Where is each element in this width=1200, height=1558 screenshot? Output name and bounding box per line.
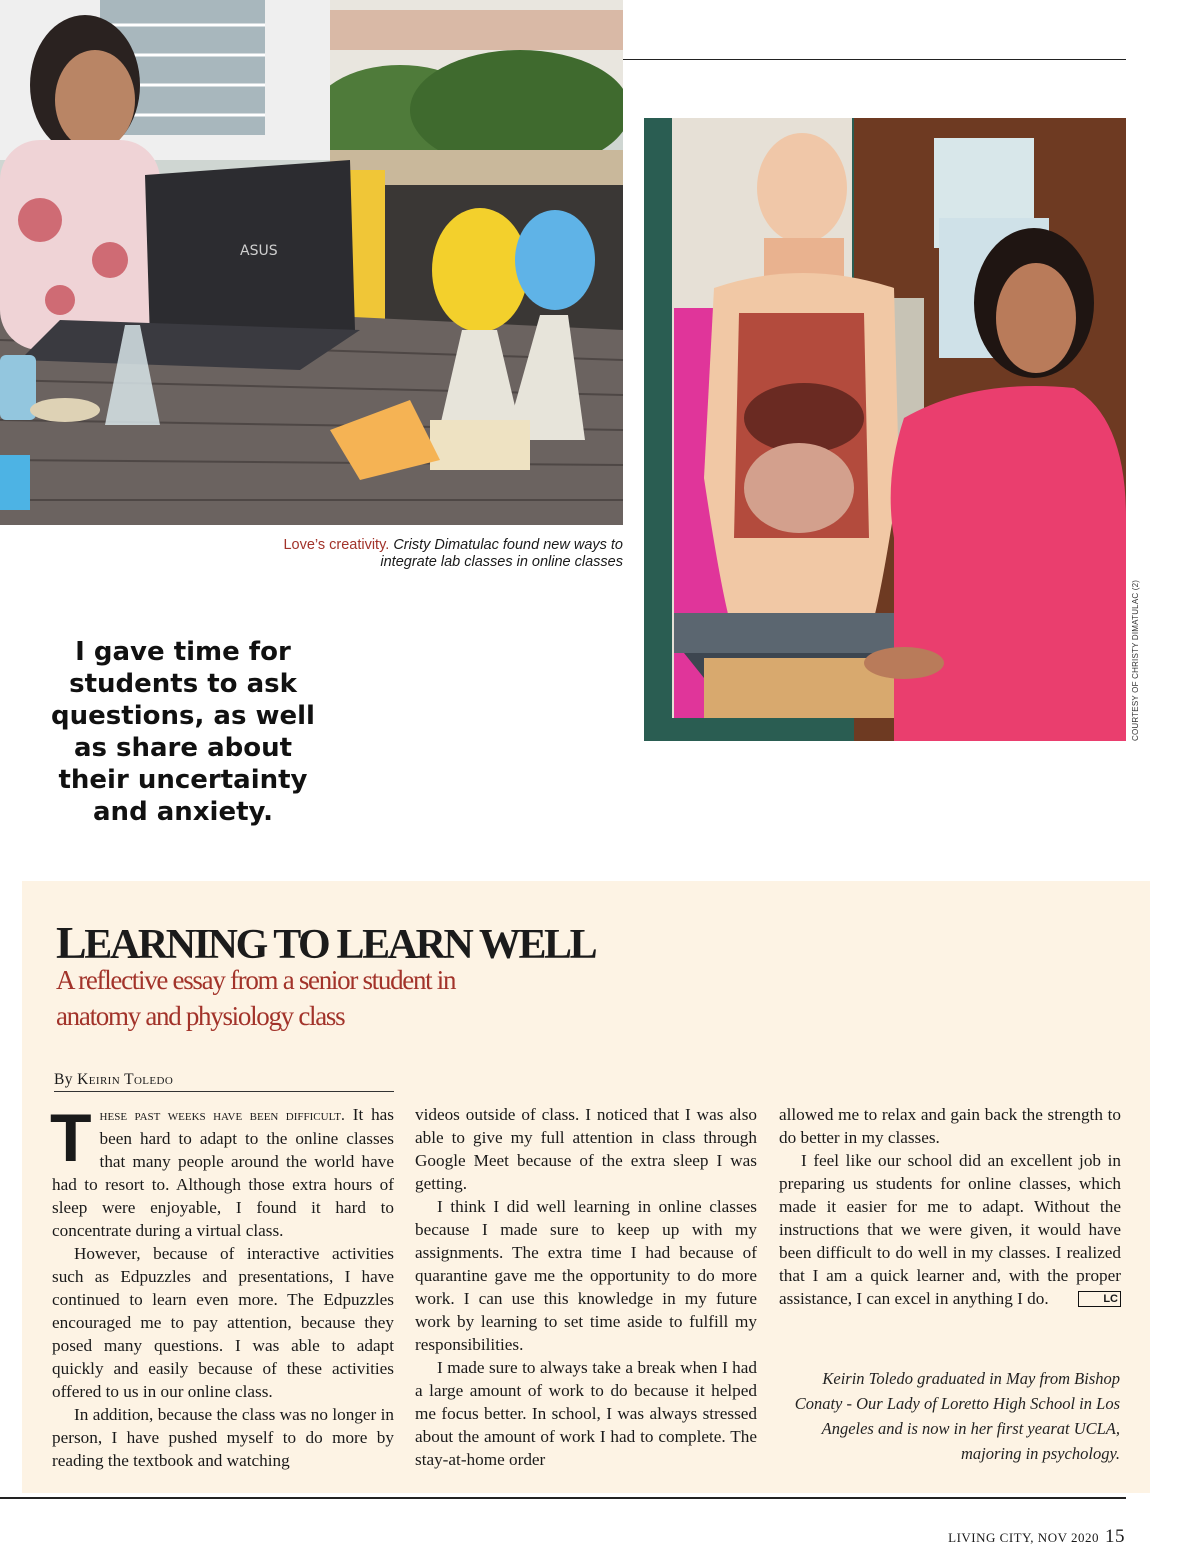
author-bio: Keirin Toledo graduated in May from Bishop Conaty - Our Lady of Loretto High School in Los Angeles and is now in her first yearat UCLA, majoring in psychology. xyxy=(794,1369,1120,1463)
title-part: EARNING xyxy=(84,922,266,968)
byline xyxy=(54,1071,394,1092)
paragraph: allowed me to relax and gain back the strength to do better in my classes. xyxy=(779,1105,1121,1147)
publication-info: LIVING CITY, NOV 2020 xyxy=(948,1530,1099,1545)
paragraph-text: I feel like our school did an excellent job in preparing us students for online classes, which made it easier for me to adapt. Without the instructions that we were given, it would have been difficult to do well in my classes. I realized that I am a quick learner and, with the proper assistance, I can excel in anything I do. xyxy=(779,1151,1121,1308)
title-part: ELL xyxy=(518,922,596,968)
text-column-3 xyxy=(779,1103,1121,1310)
paragraph-text: It has been hard to adapt to the online classes that many people around the world have had to resort to. Although those extra hours of sleep were enjoyable, I found it hard to concentrate during a virtual class. xyxy=(52,1105,394,1240)
title-part: EARN xyxy=(362,922,472,968)
page-number: 15 xyxy=(1105,1526,1125,1547)
caption-lead: Love’s creativity. xyxy=(283,537,390,553)
top-rule xyxy=(623,59,1126,60)
lead-in: hese past weeks have been difficult. xyxy=(99,1107,345,1124)
page-footer xyxy=(948,1526,1125,1548)
title-part: W xyxy=(478,922,519,968)
photo-caption xyxy=(250,537,623,571)
title-part: L xyxy=(336,922,363,968)
paragraph: However, because of interactive activities such as Edpuzzles and presentations, I have continued to learn even more. The Edpuzzles encouraged me to pay attention, because they posed many questions. I was able to adapt quickly and easily because of these activities offered to us in our online class. xyxy=(52,1244,394,1401)
paragraph: In addition, because the class was no longer in person, I have pushed myself to do more by reading the textbook and watching xyxy=(52,1405,394,1470)
pull-quote: I gave time for students to ask questions, as well as share about their uncertainty and anxiety. xyxy=(51,637,315,827)
paragraph: I made sure to always take a break when I had a large amount of work to do because it helped me focus better. In school, I was always stressed about the amount of work I had to complete. The stay-at-home order xyxy=(415,1358,757,1469)
photo-credit: COURTESY OF CHRISTY DIMATULAC (2) xyxy=(1131,579,1140,741)
paragraph xyxy=(779,1149,1121,1310)
byline-by: By xyxy=(54,1071,73,1088)
essay-subtitle: A reflective essay from a senior student in anatomy and physiology class xyxy=(56,965,456,1031)
byline-author: Keirin Toledo xyxy=(77,1071,174,1088)
title-part: TO xyxy=(273,922,329,968)
svg-text:ASUS: ASUS xyxy=(240,243,278,259)
text-column-2 xyxy=(415,1103,757,1471)
paragraph: videos outside of class. I noticed that I was also able to give my full attention in class through Google Meet because of the extra sleep I was getting. xyxy=(415,1105,757,1193)
lab-photo xyxy=(0,0,623,525)
drop-cap: T xyxy=(50,1100,92,1176)
caption-body: Cristy Dimatulac found new ways to integrate lab classes in online classes xyxy=(380,537,623,570)
anatomy-photo xyxy=(644,118,1126,741)
title-part: L xyxy=(56,917,85,968)
bottom-rule xyxy=(0,1497,1126,1499)
text-column-1 xyxy=(50,1100,394,1472)
end-mark-icon: LC xyxy=(1078,1291,1121,1307)
paragraph: I think I did well learning in online classes because I made sure to keep up with my assignments. The extra time I had because of quarantine gave me the opportunity to do more work. I can use this knowledge in my future work by learning to set time aside to fulfill my responsibilities. xyxy=(415,1197,757,1354)
paragraph xyxy=(50,1100,394,1242)
